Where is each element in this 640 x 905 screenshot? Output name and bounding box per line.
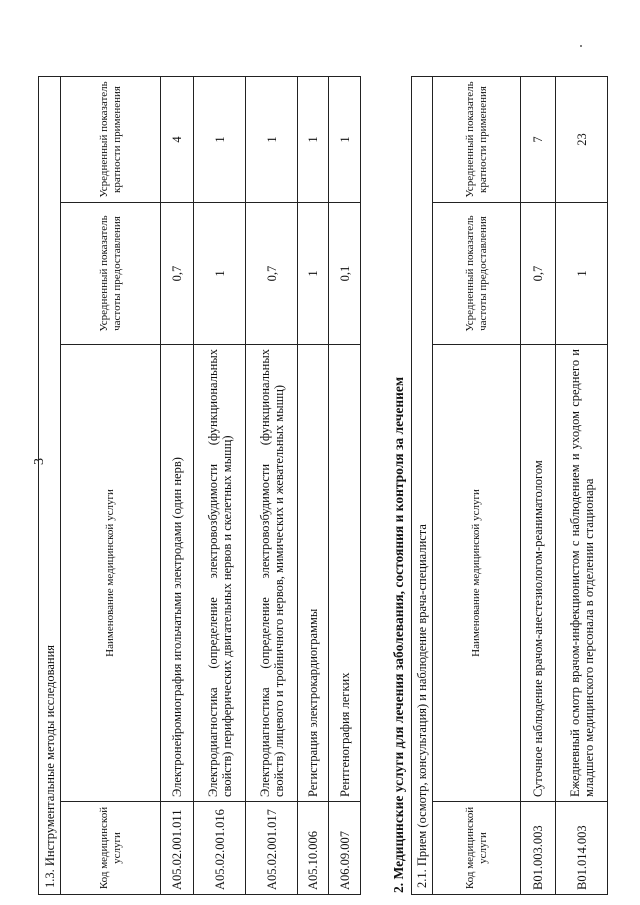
service-name: Регистрация электрокардиограммы <box>298 345 329 802</box>
section-caption: 2.1. Прием (осмотр, консультация) и наблюдение врача-специалиста <box>412 76 433 894</box>
multiplicity-value: 7 <box>521 76 556 202</box>
section-heading: 2. Медицинские услуги для лечения заболевания, состояния и контроля за лечением <box>391 376 406 893</box>
frequency-value: 1 <box>556 203 608 345</box>
service-name: Электронейромиография игольчатыми электродами (один нерв) <box>161 345 194 802</box>
frequency-value: 0,7 <box>161 203 194 345</box>
table-row <box>194 76 246 894</box>
table-row <box>298 76 329 894</box>
multiplicity-value: 1 <box>298 76 329 202</box>
scan-speck <box>580 45 582 47</box>
service-code: B01.003.003 <box>521 802 556 895</box>
service-name: Суточное наблюдение врачом-анестезиологом-реаниматологом <box>521 345 556 802</box>
multiplicity-value: 1 <box>194 76 246 202</box>
service-code: A05.02.001.016 <box>194 802 246 895</box>
header-frequency: Усредненный показатель частоты предоставления <box>61 203 161 345</box>
header-multiplicity: Усредненный показатель кратности применения <box>433 76 521 202</box>
frequency-value: 0,7 <box>521 203 556 345</box>
multiplicity-value: 1 <box>329 76 361 202</box>
table-row <box>521 76 556 894</box>
service-name: Электродиагностика (определение электровозбудимости (функциональных свойств) лицевого и тройничного нервов, мимических и жевательных мышц) <box>246 345 298 802</box>
service-code: A05.10.006 <box>298 802 329 895</box>
specialist-consultation-table <box>411 76 608 895</box>
multiplicity-value: 1 <box>246 76 298 202</box>
page-number: 3 <box>32 458 47 465</box>
table-row <box>329 76 361 894</box>
header-code: Код медицинской услуги <box>433 802 521 895</box>
multiplicity-value: 4 <box>161 76 194 202</box>
service-code: A05.02.001.017 <box>246 802 298 895</box>
section-caption: 1.3. Инструментальные методы исследования <box>39 76 61 894</box>
header-code: Код медицинской услуги <box>61 802 161 895</box>
header-multiplicity: Усредненный показатель кратности применения <box>61 76 161 202</box>
frequency-value: 0,7 <box>246 203 298 345</box>
table-row <box>161 76 194 894</box>
service-name: Ежедневный осмотр врачом-инфекционистом с наблюдением и уходом среднего и младшего медицинского персонала в отделении стационара <box>556 345 608 802</box>
multiplicity-value: 23 <box>556 76 608 202</box>
table-row <box>556 76 608 894</box>
header-frequency: Усредненный показатель частоты предоставления <box>433 203 521 345</box>
frequency-value: 0,1 <box>329 203 361 345</box>
service-code: A05.02.001.011 <box>161 802 194 895</box>
service-code: A06.09.007 <box>329 802 361 895</box>
service-name: Электродиагностика (определение электровозбудимости (функциональных свойств) периферических двигательных нервов и скелетных мышц) <box>194 345 246 802</box>
service-name: Рентгенография легких <box>329 345 361 802</box>
instrumental-methods-table <box>38 76 361 895</box>
frequency-value: 1 <box>298 203 329 345</box>
service-code: B01.014.003 <box>556 802 608 895</box>
header-name: Наименование медицинской услуги <box>433 345 521 802</box>
frequency-value: 1 <box>194 203 246 345</box>
table-row <box>246 76 298 894</box>
header-name: Наименование медицинской услуги <box>61 345 161 802</box>
